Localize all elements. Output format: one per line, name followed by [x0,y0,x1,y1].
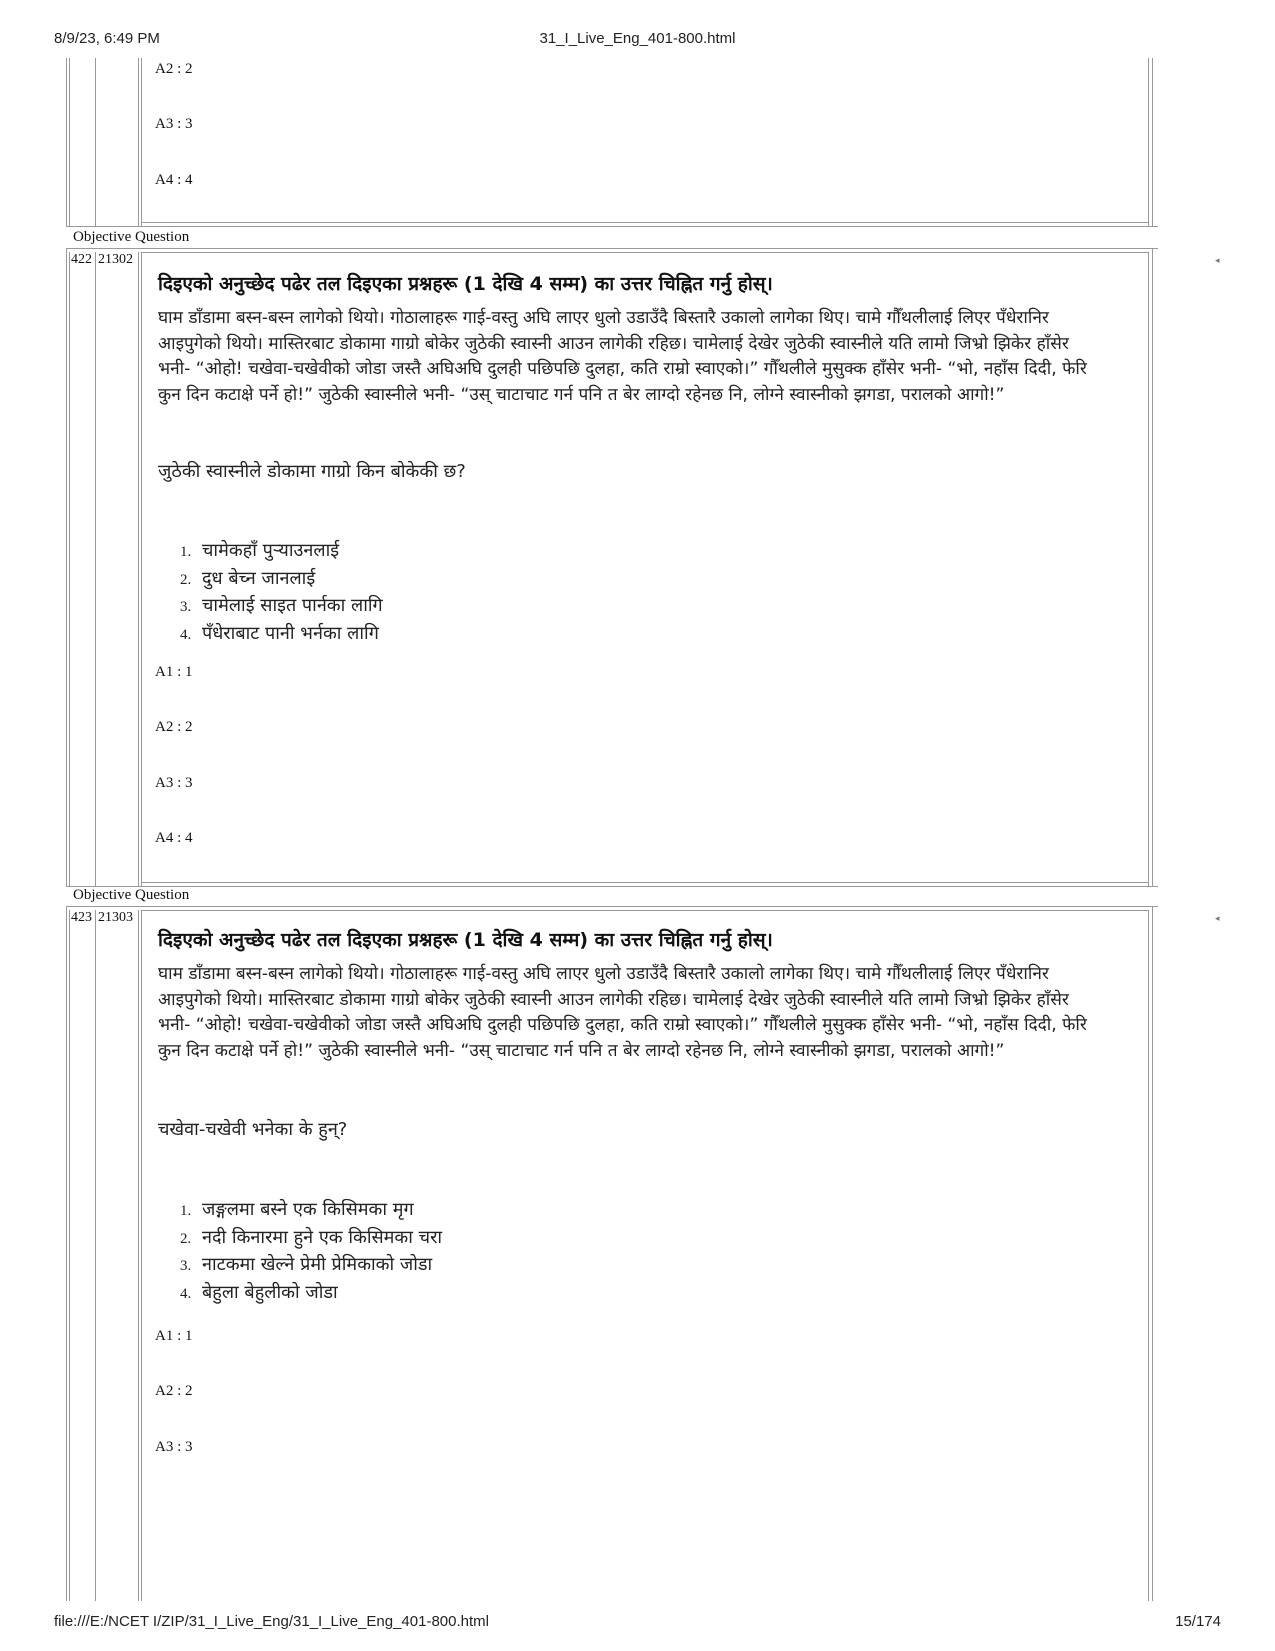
answer-option: A3 : 3 [155,1439,193,1455]
option-item [180,1225,442,1253]
option-item [180,1280,442,1308]
answer-option: A2 : 2 [155,61,193,77]
row-border [141,222,1149,223]
option-list [180,1197,442,1307]
passage-line: कुन दिन कटाक्षे पर्ने हो!” जुठेकी स्वास्नीले भनी- “उस् चाटाचाट गर्न पनि त बेर लाग्दो रहेनछ नि, लोग्ने स्वास्नीको झगडा, परालको आगो!” [158,1040,1005,1061]
col-divider [141,58,142,226]
passage-line: कुन दिन कटाक्षे पर्ने हो!” जुठेकी स्वास्नीले भनी- “उस् चाटाचाट गर्न पनि त बेर लाग्दो रहेनछ नि, लोग्ने स्वास्नीको झगडा, परालको आगो!” [158,384,1005,405]
row-border [66,906,1158,907]
passage-line: घाम डाँडामा बस्न-बस्न लागेको थियो। गोठालाहरू गाई-वस्तु अघि लाएर धुलो उडाउँदै बिस्तारै उकालो लागेका थिए। चामे गौँथलीलाई लिएर पँधेरानिर [158,308,1049,328]
table-border-right [1148,58,1149,226]
question-id: 21302 [98,252,133,267]
option-number: 3. [180,1258,192,1274]
option-text: बेहुला बेहुलीको जोडा [202,1281,338,1303]
row-border [66,248,1158,249]
table-border-left [66,906,67,1601]
col-divider [138,910,139,1601]
col-divider [141,252,142,886]
option-number: 1. [180,1203,192,1219]
table-border-left [66,58,67,226]
option-item [180,538,383,566]
passage [158,962,1203,1064]
answer-option: A4 : 4 [155,172,193,188]
answer-option: A3 : 3 [155,116,193,132]
instruction-text: दिइएको अनुच्छेद पढेर तल दिइएका प्रश्नहरू (1 देखि 4 सम्म) का उत्तर चिह्नित गर्नु होस्। [158,273,773,295]
option-text: जङ्गलमा बस्ने एक किसिमका मृग [202,1199,414,1220]
row-border [66,886,1158,887]
row-border [141,910,1149,911]
option-item [180,1252,442,1280]
option-number: 4. [180,626,192,643]
option-text: चामेलाई साइत पार्नका लागि [202,595,383,616]
col-divider [95,58,96,226]
question-id: 21303 [98,910,133,925]
option-item [180,621,383,649]
option-list [180,538,383,648]
passage-line: घाम डाँडामा बस्न-बस्न लागेको थियो। गोठालाहरू गाई-वस्तु अघि लाएर धुलो उडाउँदै बिस्तारै उकालो लागेका थिए। चामे गौँथलीलाई लिएर पँधेरानिर [158,964,1049,984]
option-item [180,593,383,621]
section-label: Objective Question [73,229,190,245]
col-divider [95,910,96,1601]
passage-line: आइपुगेको थियो। मास्तिरबाट डोकामा गाग्रो बोकेर जुठेकी स्वास्नी आउन लागेकी रहिछ। चामेलाई देखेर जुठेकी स्वास्नीले यति लामो जिभ्रो झिकेर हाँसेर [158,333,1069,354]
row-border [66,226,1158,227]
option-text: नाटकमा खेल्ने प्रेमी प्रेमिकाको जोडा [202,1254,433,1275]
option-text: दुध बेच्न जानलाई [202,567,316,589]
section-label: Objective Question [73,887,190,903]
scroll-marker: ◂ [1215,914,1220,924]
option-number: 2. [180,1230,192,1247]
answer-option: A1 : 1 [155,1328,193,1344]
answer-option: A2 : 2 [155,719,193,735]
question-text: जुठेकी स्वास्नीले डोकामा गाग्रो किन बोकेकी छ? [158,461,466,482]
page-number: 15/174 [1175,1613,1221,1630]
option-text: नदी किनारमा हुने एक किसिमका चरा [202,1226,443,1248]
col-divider [95,252,96,886]
answer-option: A2 : 2 [155,1383,193,1399]
row-border [141,882,1149,883]
option-number: 1. [180,544,192,560]
question-number: 423 [71,910,92,925]
answer-option: A1 : 1 [155,664,193,680]
answer-option: A3 : 3 [155,775,193,791]
passage-line: भनी- “ओहो! चखेवा-चखेवीको जोडा जस्तै अघिअघि दुलही पछिपछि दुलहा, कति राम्रो स्वाएको।” गौँथलीले मुसुक्क हाँसेर भनी- “भो, नहाँस दिदी, फेरि [158,1015,1087,1035]
option-item [180,1197,442,1225]
row-border [141,252,1149,253]
print-file-path: file:///E:/NCET I/ZIP/31_I_Live_Eng/31_I_Live_Eng_401-800.html [54,1613,489,1630]
option-number: 4. [180,1285,192,1302]
question-text: चखेवा-चखेवी भनेका के हुन्? [158,1119,348,1140]
option-item [180,566,383,594]
col-divider [141,910,142,1601]
option-number: 3. [180,599,192,615]
table-border-left-inner [69,910,70,1601]
passage [158,306,1203,408]
option-text: पँधेराबाट पानी भर्नका लागि [202,622,379,644]
scroll-marker: ◂ [1215,256,1220,266]
option-number: 2. [180,571,192,588]
table-border-left [66,248,67,886]
table-border-right-outer [1152,58,1153,226]
answer-option: A4 : 4 [155,830,193,846]
instruction-text: दिइएको अनुच्छेद पढेर तल दिइएका प्रश्नहरू (1 देखि 4 सम्म) का उत्तर चिह्नित गर्नु होस्। [158,929,773,951]
passage-line: आइपुगेको थियो। मास्तिरबाट डोकामा गाग्रो बोकेर जुठेकी स्वास्नी आउन लागेकी रहिछ। चामेलाई देखेर जुठेकी स्वास्नीले यति लामो जिभ्रो झिकेर हाँसेर [158,989,1069,1010]
passage-line: भनी- “ओहो! चखेवा-चखेवीको जोडा जस्तै अघिअघि दुलही पछिपछि दुलहा, कति राम्रो स्वाएको।” गौँथलीले मुसुक्क हाँसेर भनी- “भो, नहाँस दिदी, फेरि [158,359,1087,379]
option-text: चामेकहाँ पुऱ्याउनलाई [202,540,340,561]
print-datetime: 8/9/23, 6:49 PM [54,30,160,47]
question-number: 422 [71,252,92,267]
print-title: 31_I_Live_Eng_401-800.html [539,30,736,47]
col-divider [138,58,139,226]
col-divider [138,252,139,886]
table-border-left-inner [69,58,70,226]
table-border-left-inner [69,252,70,886]
